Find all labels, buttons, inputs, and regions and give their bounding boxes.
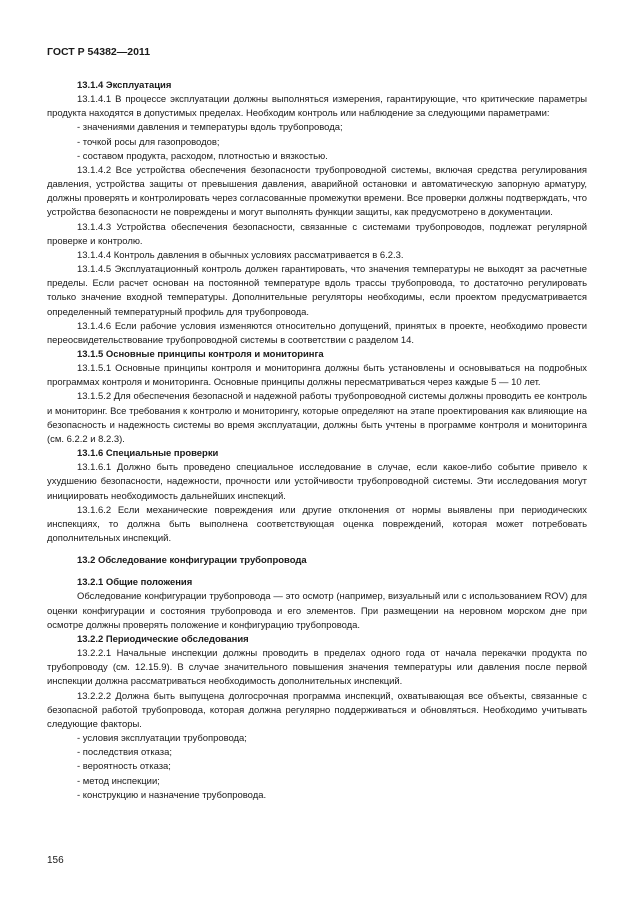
paragraph: 13.1.4.1 В процессе эксплуатации должны выполняться измерения, гарантирующие, что критические параметры продукта находятся в допустимых пределах. Необходим контроль или наблюдение за следующими параметрами: (47, 94, 587, 120)
section-spacer (47, 546, 587, 554)
list-item: - составом продукта, расходом, плотностью и вязкостью. (77, 150, 328, 162)
section-heading: 13.1.4 Эксплуатация (77, 80, 172, 91)
section-spacer (47, 568, 587, 576)
paragraph: 13.1.4.3 Устройства обеспечения безопасности, связанные с системами трубопроводов, подлежат регулярной проверке и контролю. (47, 221, 587, 247)
paragraph: 13.1.4.2 Все устройства обеспечения безопасности трубопроводной системы, включая средства регулирования давления, устройства защиты от превышения давления, аварийной остановки и автоматическую запорную арматуру, должны проверять и контролировать через согласованные промежутки времени. Все проверки должны подтверждать, что устройства безопасности не повреждены и могут выполнять функции защиты, как предусмотрено в документации. (47, 164, 587, 219)
paragraph: 13.1.5.2 Для обеспечения безопасной и надежной работы трубопроводной системы должны проводить ее контроль и мониторинг. Все требования к контролю и мониторингу, которые определяют на этапе проектирования как влияющие на безопасность и надежность системы во время эксплуатации, должны быть учтены в программе контроля и мониторинга (см. 6.2.2 и 8.2.3). (47, 391, 587, 445)
paragraph: Обследование конфигурации трубопровода — это осмотр (например, визуальный или с использованием ROV) для оценки конфигурации и состояния трубопровода и его элементов. При размещении на неровном морском дне при осмотре должны проверять положение и конфигурацию трубопровода. (47, 591, 587, 631)
list-item: - условия эксплуатации трубопровода; (77, 733, 247, 745)
section-heading: 13.2.1 Общие положения (77, 577, 193, 589)
paragraph: 13.2.2.1 Начальные инспекции должны проводить в пределах одного года от начала перекачки продукта по трубопроводу (см. 12.15.9). В случае значительного повышения значения температуры или давления после первой инспекции должна рассматриваться необходимость дополнительных инспекций. (47, 648, 587, 688)
list-item: - вероятность отказа; (77, 761, 171, 773)
paragraph: 13.1.6.2 Если механические повреждения или другие отклонения от нормы выявлены при периодических инспекциях, то должна быть выполнена соответствующая оценка повреждений, которая может потребовать дополнительных инспекций. (47, 504, 587, 544)
section-heading: 13.2.2 Периодические обследования (77, 633, 249, 645)
list-item: - точкой росы для газопроводов; (77, 136, 220, 148)
paragraph: 13.1.4.4 Контроль давления в обычных условиях рассматривается в 6.2.3. (77, 249, 404, 261)
paragraph: 13.2.2.2 Должна быть выпущена долгосрочная программа инспекций, охватывающая все объекты, связанные с безопасной работой трубопровода, которая должна регулярно поддерживаться и обновляться. Необходимо учитывать следующие факторы. (47, 690, 587, 730)
section-heading: 13.1.6 Специальные проверки (77, 448, 219, 460)
paragraph: 13.1.6.1 Должно быть проведено специальное исследование в случае, если какое-либо событие привело к ухудшению безопасности, надежности, прочности или устойчивости трубопроводной системы. Эти исследования могут инициировать необходимость дальнейших инспекций. (47, 462, 587, 502)
section-heading: 13.2 Обследование конфигурации трубопровода (77, 555, 307, 567)
paragraph: 13.1.5.1 Основные принципы контроля и мониторинга должны быть установлены и основываться на подробных программах контроля и мониторинга. Основные принципы должны пересматриваться через каждые 5 — 10 лет. (47, 363, 587, 389)
page-number: 156 (47, 855, 64, 866)
list-item: - конструкцию и назначение трубопровода. (77, 789, 267, 801)
paragraph: 13.1.4.6 Если рабочие условия изменяются относительно допущений, принятых в проекте, необходимо провести переосвидетельствование трубопроводной системы в соответствии с разделом 14. (47, 320, 587, 346)
document-header: ГОСТ Р 54382—2011 (47, 46, 151, 58)
paragraph: 13.1.4.5 Эксплуатационный контроль должен гарантировать, что значения температуры не выходят за расчетные пределы. Если расчет основан на постоянной температуре вдоль трассы трубопровода, то достаточно регулировать только значение входной температуры. Дополнительные регуляторы необходимы, если проектом предусматривается определенный температурный профиль для трубопровода. (47, 264, 587, 318)
list-item: - метод инспекции; (77, 775, 160, 787)
list-item: - значениями давления и температуры вдоль трубопровода; (77, 122, 343, 134)
document-body (47, 79, 587, 803)
section-heading: 13.1.5 Основные принципы контроля и мониторинга (77, 348, 324, 360)
list-item: - последствия отказа; (77, 747, 172, 759)
